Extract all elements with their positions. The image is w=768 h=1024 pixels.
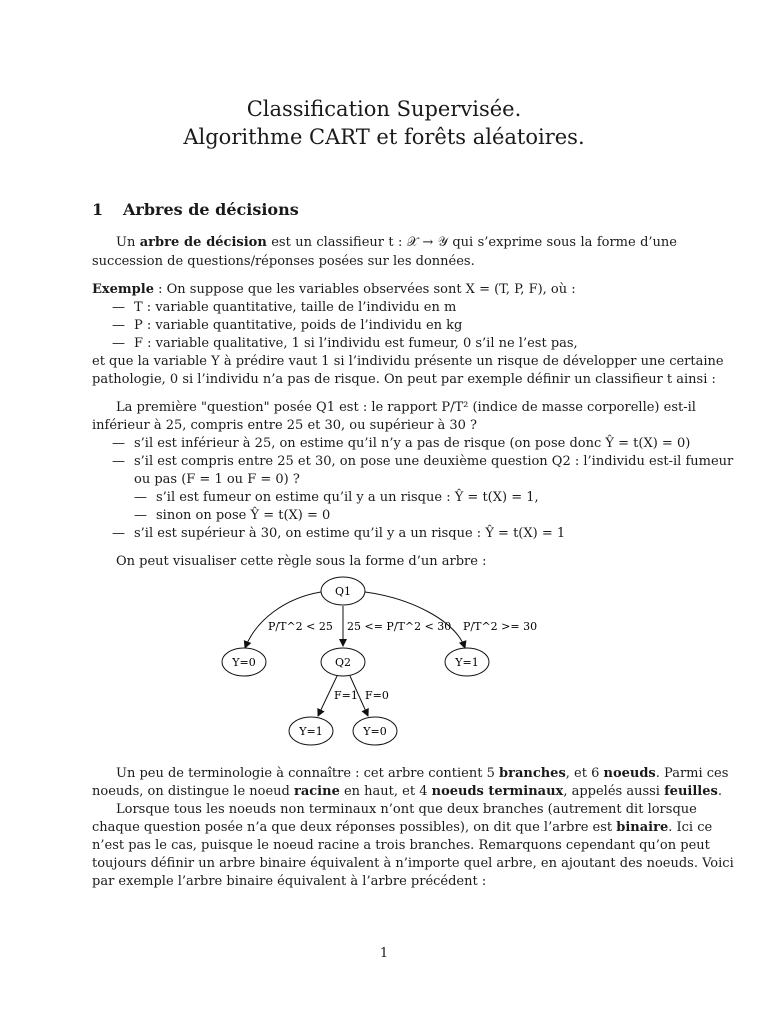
rule-subbullet-1: — s’il est fumeur on estime qu’il y a un risque : Ŷ = t(X) = 1,	[134, 490, 539, 505]
term-feuilles: feuilles	[664, 784, 718, 799]
example-label: Exemple	[92, 282, 154, 297]
example-line-6: pathologie, 0 si l’individu n’a pas de risque. On peut par exemple définir un classifieur t ainsi :	[92, 372, 716, 387]
edge-label-f0: F=0	[365, 689, 389, 702]
term-text: . Parmi ces	[655, 766, 729, 781]
node-y0-bottom-label: Y=0	[363, 725, 387, 738]
term-text: . Ici ce	[668, 820, 713, 835]
terminology-line-3: Lorsque tous les noeuds non terminaux n’ont que deux branches (autrement dit lorsque	[116, 802, 697, 817]
term-text: Un peu de terminologie à connaître : cet arbre contient 5	[116, 766, 499, 781]
term-racine: racine	[293, 784, 340, 799]
node-y1-bottom	[289, 717, 333, 745]
term-text: chaque question posée n’a que deux réponses possibles), on dit que l’arbre est	[92, 820, 617, 835]
terminology-line-1	[92, 764, 729, 783]
rule-subbullet-2: — sinon on pose Ŷ = t(X) = 0	[134, 508, 331, 523]
rule-bullet-text: s’il est supérieur à 30, on estime qu’il y a un risque : Ŷ = t(X) = 1	[134, 526, 566, 541]
term-branches: branches	[499, 766, 566, 781]
example-text: : On suppose que les variables observées sont X = (T, P, F), où :	[154, 282, 576, 297]
rule-bullet-3: — s’il est supérieur à 30, on estime qu’il y a un risque : Ŷ = t(X) = 1	[112, 526, 566, 541]
node-y1-right-label: Y=1	[455, 656, 479, 669]
example-item-F: — F : variable qualitative, 1 si l’individu est fumeur, 0 s’il ne l’est pas,	[112, 336, 578, 351]
term-text: en haut, et 4	[339, 784, 432, 799]
rule-subbullet-text: s’il est fumeur on estime qu’il y a un risque : Ŷ = t(X) = 1,	[156, 490, 539, 505]
term-text: .	[717, 784, 722, 799]
rule-bullet-1: — s’il est inférieur à 25, on estime qu’il n’y a pas de risque (on pose donc Ŷ = t(X) = 0)	[112, 436, 691, 451]
example-item-T: — T : variable quantitative, taille de l’individu en m	[112, 300, 457, 315]
node-y1-bottom-label: Y=1	[299, 725, 323, 738]
edge-label-middle: 25 <= P/T^2 < 30	[347, 620, 452, 633]
section-number: 1	[92, 200, 104, 219]
terminology-line-4	[92, 818, 713, 837]
rule-bullet-text: s’il est inférieur à 25, on estime qu’il n’y a pas de risque (on pose donc Ŷ = t(X) = 0)	[134, 436, 691, 451]
rule-bullet-2: — s’il est compris entre 25 et 30, on pose une deuxième question Q2 : l’individu est-il fumeur	[112, 454, 734, 469]
intro-text: est un classifieur t : 𝒳 → 𝒴 qui s’exprime sous la forme d’une	[266, 235, 677, 250]
term-text: , et 6	[565, 766, 604, 781]
document-title-line-1: Classification Supervisée.	[246, 97, 522, 121]
example-item-text: F : variable qualitative, 1 si l’individu est fumeur, 0 s’il ne l’est pas,	[134, 336, 578, 351]
node-y0-bottom	[353, 717, 397, 745]
terminology-line-2	[92, 782, 722, 801]
node-y1-right	[445, 648, 489, 676]
term-text: , appelés aussi	[563, 784, 665, 799]
term-noeuds: noeuds	[603, 766, 656, 781]
term-text: noeuds, on distingue le noeud	[92, 784, 294, 799]
intro-term-decision-tree: arbre de décision	[139, 235, 267, 250]
node-root	[321, 577, 365, 605]
node-q2	[321, 648, 365, 676]
rule-line-2: inférieur à 25, compris entre 25 et 30, ou supérieur à 30 ?	[92, 418, 478, 433]
terminology-line-5: n’est pas le cas, puisque le noeud racine a trois branches. Remarquons cependant qu’on peut	[92, 838, 710, 853]
example-item-P: — P : variable quantitative, poids de l’individu en kg	[112, 318, 463, 333]
example-item-text: T : variable quantitative, taille de l’individu en m	[134, 300, 457, 315]
edge-label-f1: F=1	[334, 689, 358, 702]
rule-bullet-text: s’il est compris entre 25 et 30, on pose une deuxième question Q2 : l’individu est-il fumeur	[134, 454, 734, 469]
node-y0-left	[222, 648, 266, 676]
edge-label-left: P/T^2 < 25	[268, 620, 333, 633]
terminology-line-7: par exemple l’arbre binaire équivalent à l’arbre précédent :	[92, 874, 487, 889]
document-title-line-2: Algorithme CART et forêts aléatoires.	[183, 125, 585, 149]
section-title: Arbres de décisions	[123, 200, 299, 219]
node-q2-label: Q2	[334, 656, 352, 669]
example-line-5: et que la variable Y à prédire vaut 1 si l’individu présente un risque de développer une certaine	[92, 354, 724, 369]
rule-subbullet-text: sinon on pose Ŷ = t(X) = 0	[156, 508, 331, 523]
node-y0-left-label: Y=0	[232, 656, 256, 669]
term-binaire: binaire	[616, 820, 669, 835]
intro-text: Un	[116, 235, 140, 250]
node-root-label: Q1	[334, 585, 352, 598]
term-noeuds-terminaux: noeuds terminaux	[431, 784, 564, 799]
visual-intro: On peut visualiser cette règle sous la forme d’un arbre :	[116, 554, 487, 569]
intro-line-2: succession de questions/réponses posées sur les données.	[92, 254, 475, 269]
page-number: 1	[379, 946, 389, 961]
rule-bullet-2-cont: ou pas (F = 1 ou F = 0) ?	[134, 472, 300, 487]
example-item-text: P : variable quantitative, poids de l’individu en kg	[134, 318, 463, 333]
rule-line-1: La première "question" posée Q1 est : le rapport P/T² (indice de masse corporelle) est-il	[116, 400, 696, 415]
edge-label-right: P/T^2 >= 30	[463, 620, 538, 633]
terminology-line-6: toujours définir un arbre binaire équivalent à n’importe quel arbre, en ajoutant des noeuds. Voici	[92, 856, 734, 871]
